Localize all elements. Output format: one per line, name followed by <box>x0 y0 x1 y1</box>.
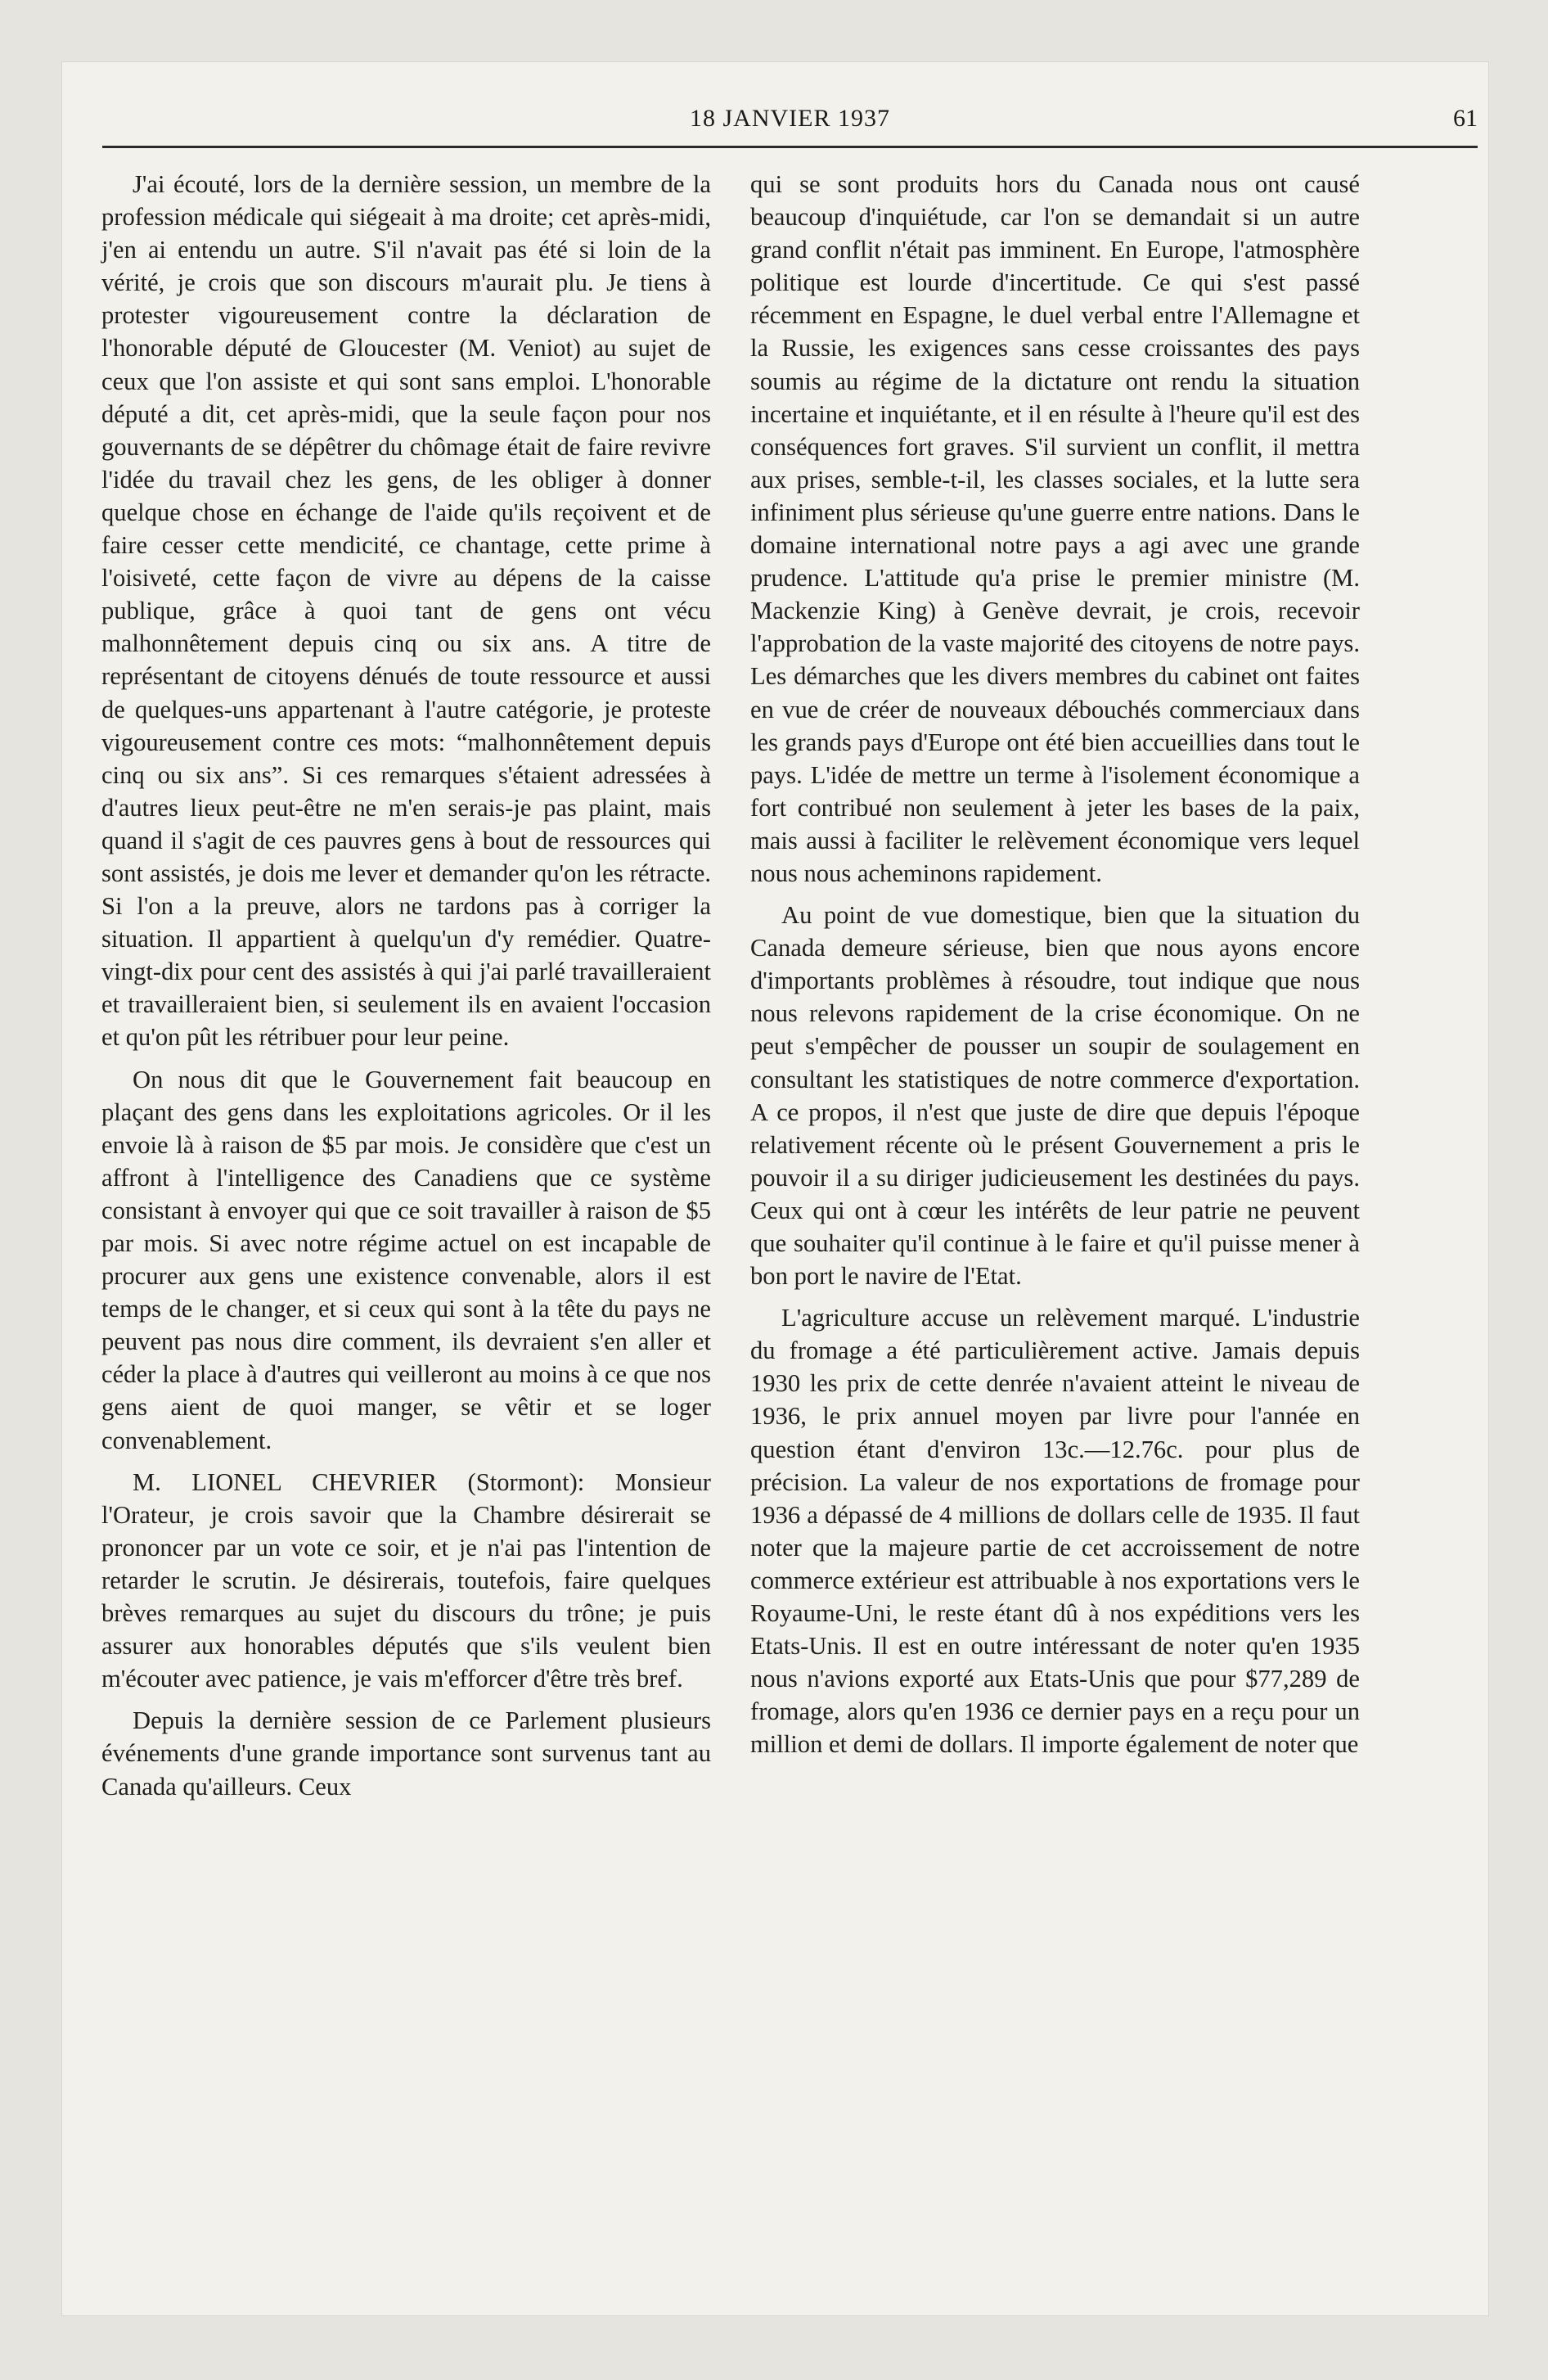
paragraph: On nous dit que le Gouvernement fait beaucoup en plaçant des gens dans les exploitations agricoles. Or il les envoie là à raison de $5 par mois. Je considère que c'est un affront à l'intelligence des Canadiens que ce système consistant à envoyer qui que ce soit travailler à raison de $5 par mois. Si avec notre régime actuel on est incapable de procurer aux gens une existence convenable, alors il est temps de le changer, et si ceux qui sont à la tête du pays ne peuvent pas nous dire comment, ils devraient s'en aller et céder la place à d'autres qui veilleront au moins à ce que nos gens aient de quoi manger, se vêtir et se loger convenablement. <box>101 1065 711 1454</box>
right-column <box>750 168 1360 1761</box>
paragraph: Depuis la dernière session de ce Parlement plusieurs événements d'une grande importance sont survenus tant au Canada qu'ailleurs. Ceux <box>101 1706 711 1801</box>
paragraph: J'ai écouté, lors de la dernière session, un membre de la profession médicale qui siégeait à ma droite; cet après-midi, j'en ai entendu un autre. S'il n'avait pas été si loin de la vérité, je crois que son discours m'aurait plu. Je tiens à protester vigoureusement contre la déclaration de l'honorable député de Gloucester (M. Veniot) au sujet de ceux que l'on assiste et qui sont sans emploi. L'honorable député a dit, cet après-midi, que la seule façon pour nos gouvernants de se dépêtrer du chômage était de faire revivre l'idée du travail chez les gens, de les obliger à donner quelque chose en échange de l'aide qu'ils reçoivent et de faire cesser cette mendicité, ce chantage, cette prime à l'oisiveté, cette façon de vivre au dépens de la caisse publique, grâce à quoi tant de gens ont vécu malhonnêtement depuis cinq ou six ans. A titre de représentant de citoyens dénués de toute ressource et aussi de quelques-uns appartenant à l'autre catégorie, je proteste vigoureusement contre ces mots: “malhonnêtement depuis cinq ou six ans”. Si ces remarques s'étaient adressées à d'autres lieux peut-être ne m'en serais-je pas plaint, mais quand il s'agit de ces pauvres gens à bout de ressources qui sont assistés, je dois me lever et demander qu'on les rétracte. Si l'on a la preuve, alors ne tardons pas à corriger la situation. Il appartient à quelqu'un d'y remédier. Quatre-vingt-dix pour cent des assistés à qui j'ai parlé travailleraient et travailleraient bien, si seulement ils en avaient l'occasion et qu'on pût les rétribuer pour leur peine. <box>101 170 711 1052</box>
left-column <box>101 168 711 1803</box>
page-number: 61 <box>1453 105 1478 132</box>
header-date: 18 JANVIER 1937 <box>690 105 890 132</box>
paragraph: M. LIONEL CHEVRIER (Stormont): Monsieur l'Orateur, je crois savoir que la Chambre désirerait se prononcer par un vote ce soir, et je n'ai pas l'intention de retarder le scrutin. Je désirerais, toutefois, faire quelques brèves remarques au sujet du discours du trône; je puis assurer aux honorables députés que s'ils veulent bien m'écouter avec patience, je vais m'efforcer d'être très bref. <box>101 1467 711 1693</box>
paragraph: qui se sont produits hors du Canada nous ont causé beaucoup d'inquiétude, car l'on se demandait si un autre grand conflit n'était pas imminent. En Europe, l'atmosphère politique est lourde d'incertitude. Ce qui s'est passé récemment en Espagne, le duel verbal entre l'Allemagne et la Russie, les exigences sans cesse croissantes des pays soumis au régime de la dictature ont rendu la situation incertaine et inquiétante, et il en résulte à l'heure qu'il est des conséquences fort graves. S'il survient un conflit, il mettra aux prises, semble-t-il, les classes sociales, et la lutte sera infiniment plus sérieuse qu'une guerre entre nations. Dans le domaine international notre pays a agi avec une grande prudence. L'attitude qu'a prise le premier ministre (M. Mackenzie King) à Genève devrait, je crois, recevoir l'approbation de la vaste majorité des citoyens de notre pays. Les démarches que les divers membres du cabinet ont faites en vue de créer de nouveaux débouchés commerciaux dans les grands pays d'Europe ont été bien accueillies dans tout le pays. L'idée de mettre un terme à l'isolement économique a fort contribué non seulement à jeter les bases de la paix, mais aussi à faciliter le relèvement économique vers lequel nous nous acheminons rapidement. <box>750 170 1360 887</box>
paragraph: L'agriculture accuse un relèvement marqué. L'industrie du fromage a été particulièrement active. Jamais depuis 1930 les prix de cette denrée n'avaient atteint le niveau de 1936, le prix annuel moyen par livre pour l'année en question étant d'environ 13c.—12.76c. pour plus de précision. La valeur de nos exportations de fromage pour 1936 a dépassé de 4 millions de dollars celle de 1935. Il faut noter que la majeure partie de cet accroissement de notre commerce extérieur est attribuable à nos exportations vers le Royaume-Uni, le reste étant dû à nos expéditions vers les Etats-Unis. Il est en outre intéressant de noter qu'en 1935 nous n'avions exporté aux Etats-Unis que pour $77,289 de fromage, alors qu'en 1936 ce dernier pays en a reçu pour un million et demi de dollars. Il importe également de noter que <box>750 1304 1360 1759</box>
paragraph: Au point de vue domestique, bien que la situation du Canada demeure sérieuse, bien que nous ayons encore d'importants problèmes à résoudre, tout indique que nous nous relevons rapidement de la crise économique. On ne peut s'empêcher de pousser un soupir de soulagement en consultant les statistiques de notre commerce d'exportation. A ce propos, il n'est que juste de dire que depuis l'époque relativement récente où le présent Gouvernement a pris le pouvoir il a su diriger judicieusement les destinées du pays. Ceux qui ont à cœur les intérêts de leur patrie ne peuvent que souhaiter qu'il continue à le faire et qu'il puisse mener à bon port le navire de l'Etat. <box>750 901 1360 1291</box>
page-header <box>102 97 1478 148</box>
